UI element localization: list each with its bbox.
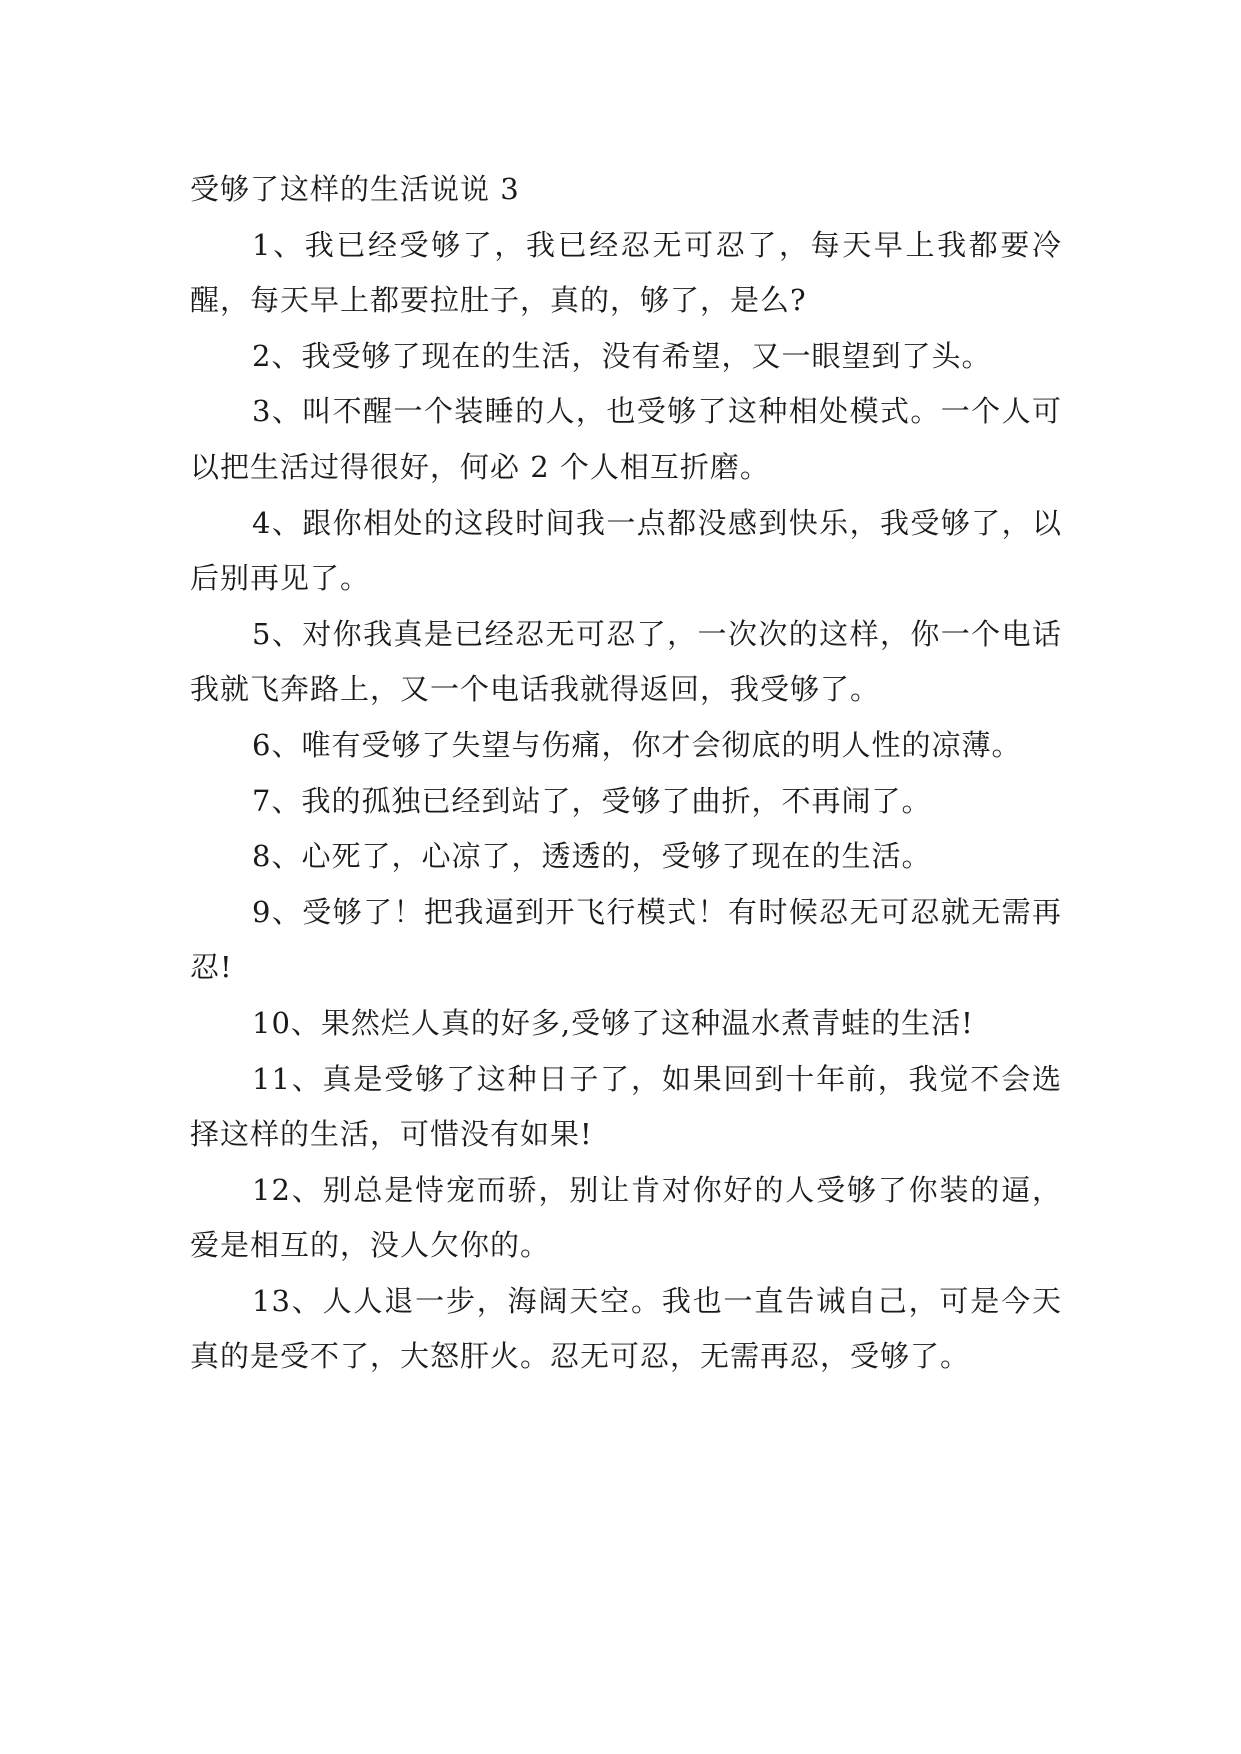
document-title: 受够了这样的生活说说 3 bbox=[190, 172, 520, 206]
paragraph-9: 9、受够了！把我逼到开飞行模式！有时候忍无可忍就无需再忍! bbox=[190, 894, 1062, 985]
paragraph-8: 8、心死了，心凉了，透透的，受够了现在的生活。 bbox=[252, 839, 932, 874]
paragraph-5: 5、对你我真是已经忍无可忍了，一次次的这样，你一个电话我就飞奔路上，又一个电话我就得返回，我受够了。 bbox=[190, 616, 1062, 707]
paragraph-4: 4、跟你相处的这段时间我一点都没感到快乐，我受够了，以后别再见了。 bbox=[190, 505, 1062, 596]
paragraph-6: 6、唯有受够了失望与伤痛，你才会彻底的明人性的凉薄。 bbox=[252, 727, 1022, 762]
paragraph-2: 2、我受够了现在的生活，没有希望，又一眼望到了头。 bbox=[252, 338, 992, 373]
paragraph-1: 1、我已经受够了，我已经忍无可忍了，每天早上我都要冷醒，每天早上都要拉肚子，真的，够了，是么? bbox=[190, 227, 1062, 318]
paragraph-10: 10、果然烂人真的好多,受够了这种温水煮青蛙的生活! bbox=[252, 1005, 974, 1040]
paragraph-7: 7、我的孤独已经到站了，受够了曲折，不再闹了。 bbox=[252, 783, 932, 818]
paragraph-12: 12、别总是恃宠而骄，别让肯对你好的人受够了你装的逼，爱是相互的，没人欠你的。 bbox=[190, 1172, 1062, 1263]
paragraph-11: 11、真是受够了这种日子了，如果回到十年前，我觉不会选择这样的生活，可惜没有如果! bbox=[190, 1061, 1062, 1152]
paragraph-3: 3、叫不醒一个装睡的人，也受够了这种相处模式。一个人可以把生活过得很好，何必 2 个人相互折磨。 bbox=[190, 394, 1062, 484]
paragraph-13: 13、人人退一步，海阔天空。我也一直告诫自己，可是今天真的是受不了，大怒肝火。忍无可忍，无需再忍，受够了。 bbox=[190, 1283, 1062, 1374]
document-body bbox=[190, 162, 1062, 1385]
